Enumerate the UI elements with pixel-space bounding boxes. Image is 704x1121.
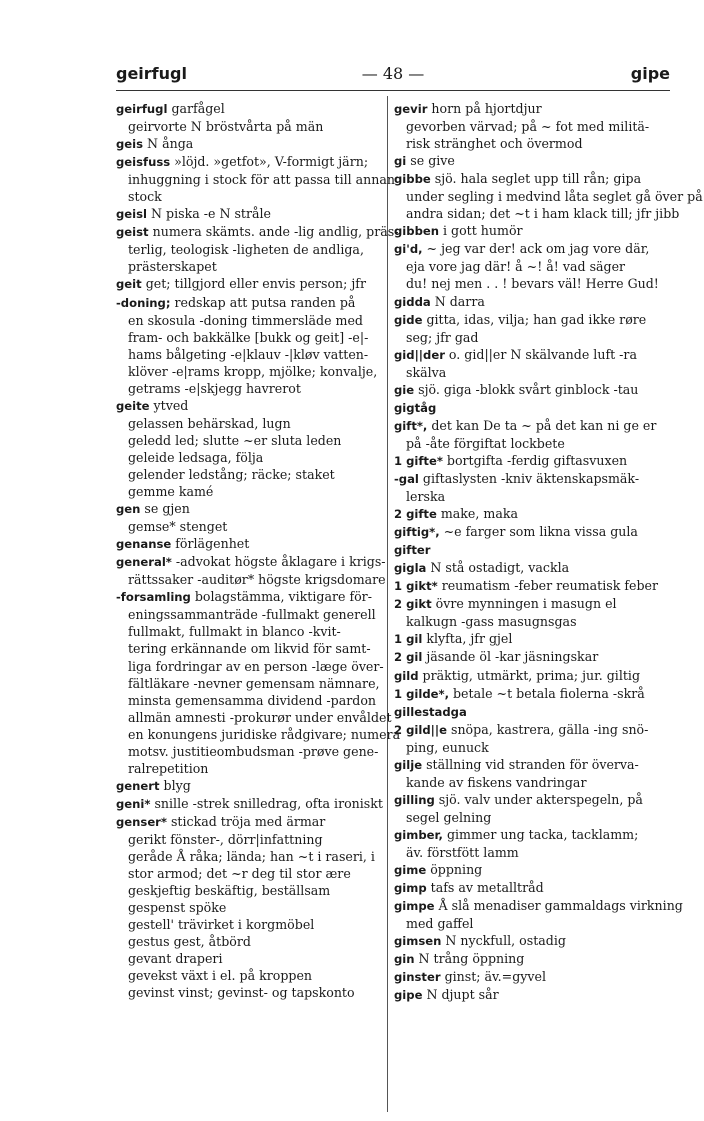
headword: general* — [116, 555, 172, 570]
definition-text: N stå ostadigt, vackla — [426, 560, 570, 576]
definition-text: horn på hjortdjur — [427, 101, 542, 116]
definition-text: redskap att putsa randen på — [170, 294, 356, 310]
entry-continuation-line: inhuggning i stock för att passa till annan — [128, 172, 396, 188]
entry-continuation-line: ralrepetition — [128, 760, 209, 776]
entry-continuation-line: motsv. justitieombudsman -prøve gene- — [128, 743, 379, 759]
entry-continuation-line: gelender ledstång; räcke; staket — [128, 466, 335, 482]
definition-text: sjö. hala seglet upp till rån; gipa — [430, 171, 642, 187]
definition-text: gitta, idas, vilja; han gad ikke røre — [422, 311, 647, 327]
entry-line — [394, 667, 670, 685]
definition-text: get; tillgjord eller envis person; jfr — [141, 276, 366, 292]
definition-text: N piska -e N stråle — [147, 206, 272, 222]
definition-text: sjö. valv under akterspegeln, på — [434, 791, 643, 807]
entry-line — [394, 756, 670, 774]
entry-line — [394, 703, 670, 721]
entry-continuation-line: gevant draperi — [128, 951, 223, 967]
entry-continuation-line: eja vore jag där! å ~! å! vad säger — [406, 259, 626, 275]
headword: 2 gikt — [394, 597, 432, 612]
entry-continuation-line: fram- och bakkälke [bukk og geit] -e|- — [128, 329, 369, 345]
entry-continuation-line: rättssaker -auditør* högste krigsdomare — [128, 572, 386, 588]
entry-continuation-line: stock — [128, 189, 162, 205]
definition-text: präktig, utmärkt, prima; jur. giltig — [418, 667, 641, 683]
headword: 2 gifte — [394, 507, 437, 522]
entry-line — [394, 293, 670, 311]
right-column — [394, 100, 703, 1004]
entry-line — [116, 275, 382, 293]
entry-line — [394, 505, 670, 523]
entry-continuation-line: klöver -e|rams kropp, mjölke; konvalje, — [128, 363, 378, 379]
headword: gimp — [394, 881, 427, 896]
entry-line — [116, 135, 382, 153]
entry-continuation-line: gespenst spöke — [128, 900, 227, 916]
definition-text: garfågel — [167, 101, 225, 116]
definition-text: gimmer ung tacka, tacklamm; — [442, 826, 639, 842]
entry-line — [116, 153, 382, 171]
entry-line — [116, 813, 382, 831]
entry-line — [394, 721, 670, 739]
headword: gillestadga — [394, 704, 467, 719]
entry-line — [394, 630, 670, 648]
headword: giftig*, — [394, 525, 440, 540]
headword: geni* — [116, 796, 151, 811]
entry-continuation-line: tering erkännande om likvid för samt- — [128, 641, 371, 657]
headword: gibben — [394, 224, 439, 239]
entry-continuation-line: med gaffel — [406, 916, 474, 932]
definition-text: snille -strek snilledrag, ofta ironiskt — [150, 795, 383, 811]
entry-continuation-line: gevorben värvad; på ~ fot med militä- — [406, 119, 650, 135]
definition-text: betale ~t betala fiolerna -skrå — [448, 685, 645, 701]
definition-text: reumatism -feber reumatisk feber — [437, 578, 659, 594]
headword: gibbe — [394, 172, 431, 187]
entry-line — [394, 986, 670, 1004]
headword: 1 gilde*, — [394, 686, 449, 701]
entry-continuation-line: gestus gest, åtbörd — [128, 934, 251, 950]
definition-text: sjö. giga -blokk svårt ginblock -tau — [414, 381, 639, 397]
entry-continuation-line: äv. förstfött lamm — [406, 844, 519, 860]
definition-text: förlägenhet — [171, 536, 250, 552]
entry-line — [394, 346, 670, 364]
definition-text: numera skämts. ande -lig andlig, präs- — [148, 224, 399, 240]
definition-text: se give — [406, 153, 455, 169]
definition-text: »löjd. »getfot», V-formigt järn; — [170, 154, 369, 170]
headword: gen — [116, 502, 141, 517]
headword: gide — [394, 312, 423, 327]
entry-continuation-line: på -åte förgiftat lockbete — [406, 435, 565, 451]
entry-line — [116, 535, 382, 553]
entry-continuation-line: en konungens juridiske rådgivare; numera — [128, 726, 401, 742]
headword: gi'd, — [394, 242, 423, 257]
entry-continuation-line: gerikt fönster-, dörr|infattning — [128, 831, 323, 847]
definition-text: bolagstämma, viktigare för- — [190, 589, 372, 605]
definition-text: blyg — [159, 777, 191, 793]
headword: geirfugl — [116, 102, 168, 116]
entry-line — [116, 100, 382, 118]
headword: gigtåg — [394, 400, 437, 415]
headword: 1 gifte* — [394, 453, 443, 468]
entry-continuation-line: gemse* stenget — [128, 519, 228, 535]
entry-continuation-line: gevekst växt i el. på kroppen — [128, 968, 313, 984]
headword: gilje — [394, 757, 423, 772]
headword: gidda — [394, 294, 431, 309]
column-divider — [387, 96, 388, 1112]
entry-continuation-line: terlig, teologisk -ligheten de andliga, — [128, 242, 364, 258]
definition-text: giftaslysten -kniv äktenskapsmäk- — [418, 470, 640, 486]
headword: geite — [116, 398, 150, 413]
header-first-word: geirfugl — [116, 64, 187, 83]
definition-text: tafs av metalltråd — [426, 880, 544, 896]
definition-text: jäsande öl -kar jäsningskar — [422, 649, 599, 665]
entry-line — [394, 595, 670, 613]
page-number: — 48 — — [361, 64, 425, 83]
entry-continuation-line: en skosula -doning timmersläde med — [128, 312, 363, 328]
entry-continuation-line: risk stränghet och övermod — [406, 136, 583, 152]
definition-text: klyfta, jfr gjel — [422, 631, 513, 647]
entry-continuation-line: andra sidan; det ~t i ham klack till; jfr jibb — [406, 206, 680, 222]
definition-text: ~e farger som likna vissa gula — [439, 524, 638, 540]
entry-line — [394, 100, 670, 118]
definition-text: make, maka — [436, 506, 518, 522]
definition-text: i gott humör — [439, 223, 523, 239]
headword: gie — [394, 382, 415, 397]
headword: gigla — [394, 561, 427, 576]
entry-continuation-line: geirvorte N bröstvårta på män — [128, 119, 324, 135]
definition-text: stickad tröja med ärmar — [166, 813, 326, 829]
headword: geis — [116, 137, 144, 152]
entry-line — [116, 397, 382, 415]
entry-line — [394, 932, 670, 950]
entry-line — [116, 795, 382, 813]
entry-continuation-line: gelassen behärskad, lugn — [128, 415, 291, 431]
entry-line — [116, 294, 382, 312]
entry-line — [394, 452, 670, 470]
entry-line — [394, 791, 670, 809]
headword: genert — [116, 778, 160, 793]
headword: -doning; — [116, 295, 171, 310]
headword: gift*, — [394, 418, 428, 433]
headword: -gal — [394, 471, 419, 486]
entry-line — [116, 500, 382, 518]
entry-line — [394, 240, 670, 258]
headword: geit — [116, 277, 142, 292]
entry-line — [394, 559, 670, 577]
entry-line — [394, 417, 670, 435]
entry-continuation-line: seg; jfr gad — [406, 329, 479, 345]
left-column — [116, 100, 401, 1001]
headword: gi — [394, 154, 407, 169]
definition-text: N djupt sår — [422, 987, 499, 1003]
entry-continuation-line: ping, eunuck — [406, 739, 489, 755]
entry-continuation-line: liga fordringar av en person -læge över- — [128, 658, 384, 674]
headword: geisfuss — [116, 155, 171, 170]
headword: gipe — [394, 988, 423, 1003]
entry-continuation-line: geledd led; slutte ~er sluta leden — [128, 432, 342, 448]
definition-text: N nyckfull, ostadig — [441, 933, 566, 949]
entry-line — [394, 897, 683, 915]
entry-line — [394, 523, 670, 541]
entry-continuation-line: prästerskapet — [128, 259, 217, 275]
entry-continuation-line: stor armod; det ~r deg til stor ære — [128, 866, 351, 882]
entry-continuation-line: gevinst vinst; gevinst- og tapskonto — [128, 985, 355, 1001]
entry-continuation-line: eningssammanträde -fullmakt generell — [128, 607, 376, 623]
entry-continuation-line: hams bålgeting -e|klauv -|kløv vatten- — [128, 346, 369, 362]
definition-text: N darra — [430, 293, 485, 309]
headword: genser* — [116, 814, 167, 829]
definition-text: övre mynningen i masugn el — [431, 596, 617, 612]
entry-continuation-line: du! nej men . . ! bevars väl! Herre Gud! — [406, 276, 659, 292]
entry-line — [394, 879, 670, 897]
entry-line — [394, 541, 670, 559]
entry-line — [394, 399, 670, 417]
definition-text: N trång öppning — [414, 951, 525, 967]
entry-line — [394, 170, 670, 188]
entry-line — [116, 588, 382, 606]
headword: geisl — [116, 207, 148, 222]
headword: -forsamling — [116, 590, 191, 605]
definition-text: ytved — [149, 397, 189, 413]
entry-line — [394, 470, 670, 488]
entry-line — [394, 826, 670, 844]
definition-text: ginst; äv.=gyvel — [440, 969, 546, 985]
entry-line — [394, 222, 670, 240]
entry-continuation-line: lerska — [406, 489, 446, 505]
entry-line — [116, 205, 382, 223]
headword: ginster — [394, 970, 441, 985]
headword: 1 gil — [394, 632, 423, 647]
headword: 2 gil — [394, 650, 423, 665]
entry-line — [394, 648, 670, 666]
definition-text: bortgifta -ferdig giftasvuxen — [442, 452, 628, 468]
entry-line — [394, 950, 670, 968]
headword: gilling — [394, 792, 435, 807]
definition-text: -advokat högste åklagare i krigs- — [171, 554, 386, 570]
entry-continuation-line: gestell' trävirket i korgmöbel — [128, 917, 315, 933]
headword: gime — [394, 863, 427, 878]
headword: gimpe — [394, 899, 435, 914]
entry-continuation-line: fältläkare -nevner gemensam nämnare, — [128, 675, 380, 691]
entry-line — [394, 685, 670, 703]
entry-continuation-line: allmän amnesti -prokurør under envåldet — [128, 709, 392, 725]
headword: 1 gikt* — [394, 579, 438, 594]
entry-line — [394, 968, 670, 986]
headword: gifter — [394, 543, 431, 558]
definition-text: ~ jeg var der! ack om jag vore där, — [422, 241, 650, 257]
entry-continuation-line: getrams -e|skjegg havrerot — [128, 380, 301, 396]
header-last-word: gipe — [630, 64, 670, 83]
entry-continuation-line: gemme kamé — [128, 484, 214, 500]
headword: gild — [394, 668, 419, 683]
entry-continuation-line: geråde Å råka; lända; han ~t i raseri, i — [128, 849, 375, 865]
definition-text: öppning — [426, 862, 483, 878]
headword: gid||der — [394, 347, 445, 362]
entry-line — [394, 311, 670, 329]
entry-line — [394, 861, 670, 879]
entry-continuation-line: kalkugn -gass masugnsgas — [406, 614, 577, 630]
definition-text: det kan De ta ~ på det kan ni ge er — [427, 417, 657, 433]
entry-line — [394, 152, 670, 170]
definition-text: snöpa, kastrera, gälla -ing snö- — [446, 721, 649, 737]
entry-continuation-line: kande av fiskens vandringar — [406, 774, 587, 790]
headword: gevir — [394, 102, 428, 116]
headword: gimsen — [394, 934, 442, 949]
entry-continuation-line: under segling i medvind låta seglet gå över på — [406, 189, 703, 205]
headword: 2 gild||e — [394, 722, 447, 737]
definition-text: N ånga — [143, 136, 194, 152]
definition-text: se gjen — [140, 501, 190, 517]
headword: gin — [394, 952, 415, 967]
entry-continuation-line: segel gelning — [406, 809, 492, 825]
headword: geist — [116, 225, 149, 240]
entry-line — [394, 577, 670, 595]
page-header — [116, 62, 670, 84]
header-rule — [116, 90, 670, 91]
entry-continuation-line: geskjeftig beskäftig, beställsam — [128, 883, 331, 899]
entry-continuation-line: fullmakt, fullmakt in blanco -kvit- — [128, 624, 341, 640]
definition-text: o. gid||er N skälvande luft -ra — [444, 346, 637, 362]
entry-continuation-line: geleide ledsaga, följa — [128, 449, 264, 465]
entry-line — [116, 553, 386, 571]
definition-text: ställning vid stranden för överva- — [422, 756, 639, 772]
entry-line — [116, 223, 399, 241]
headword: genanse — [116, 537, 172, 552]
definition-text: Å slå menadiser gammaldags virkning — [434, 898, 683, 914]
entry-line — [116, 777, 382, 795]
entry-continuation-line: minsta gemensamma dividend -pardon — [128, 692, 377, 708]
headword: gimber, — [394, 827, 443, 842]
entry-line — [394, 381, 670, 399]
entry-continuation-line: skälva — [406, 364, 447, 380]
